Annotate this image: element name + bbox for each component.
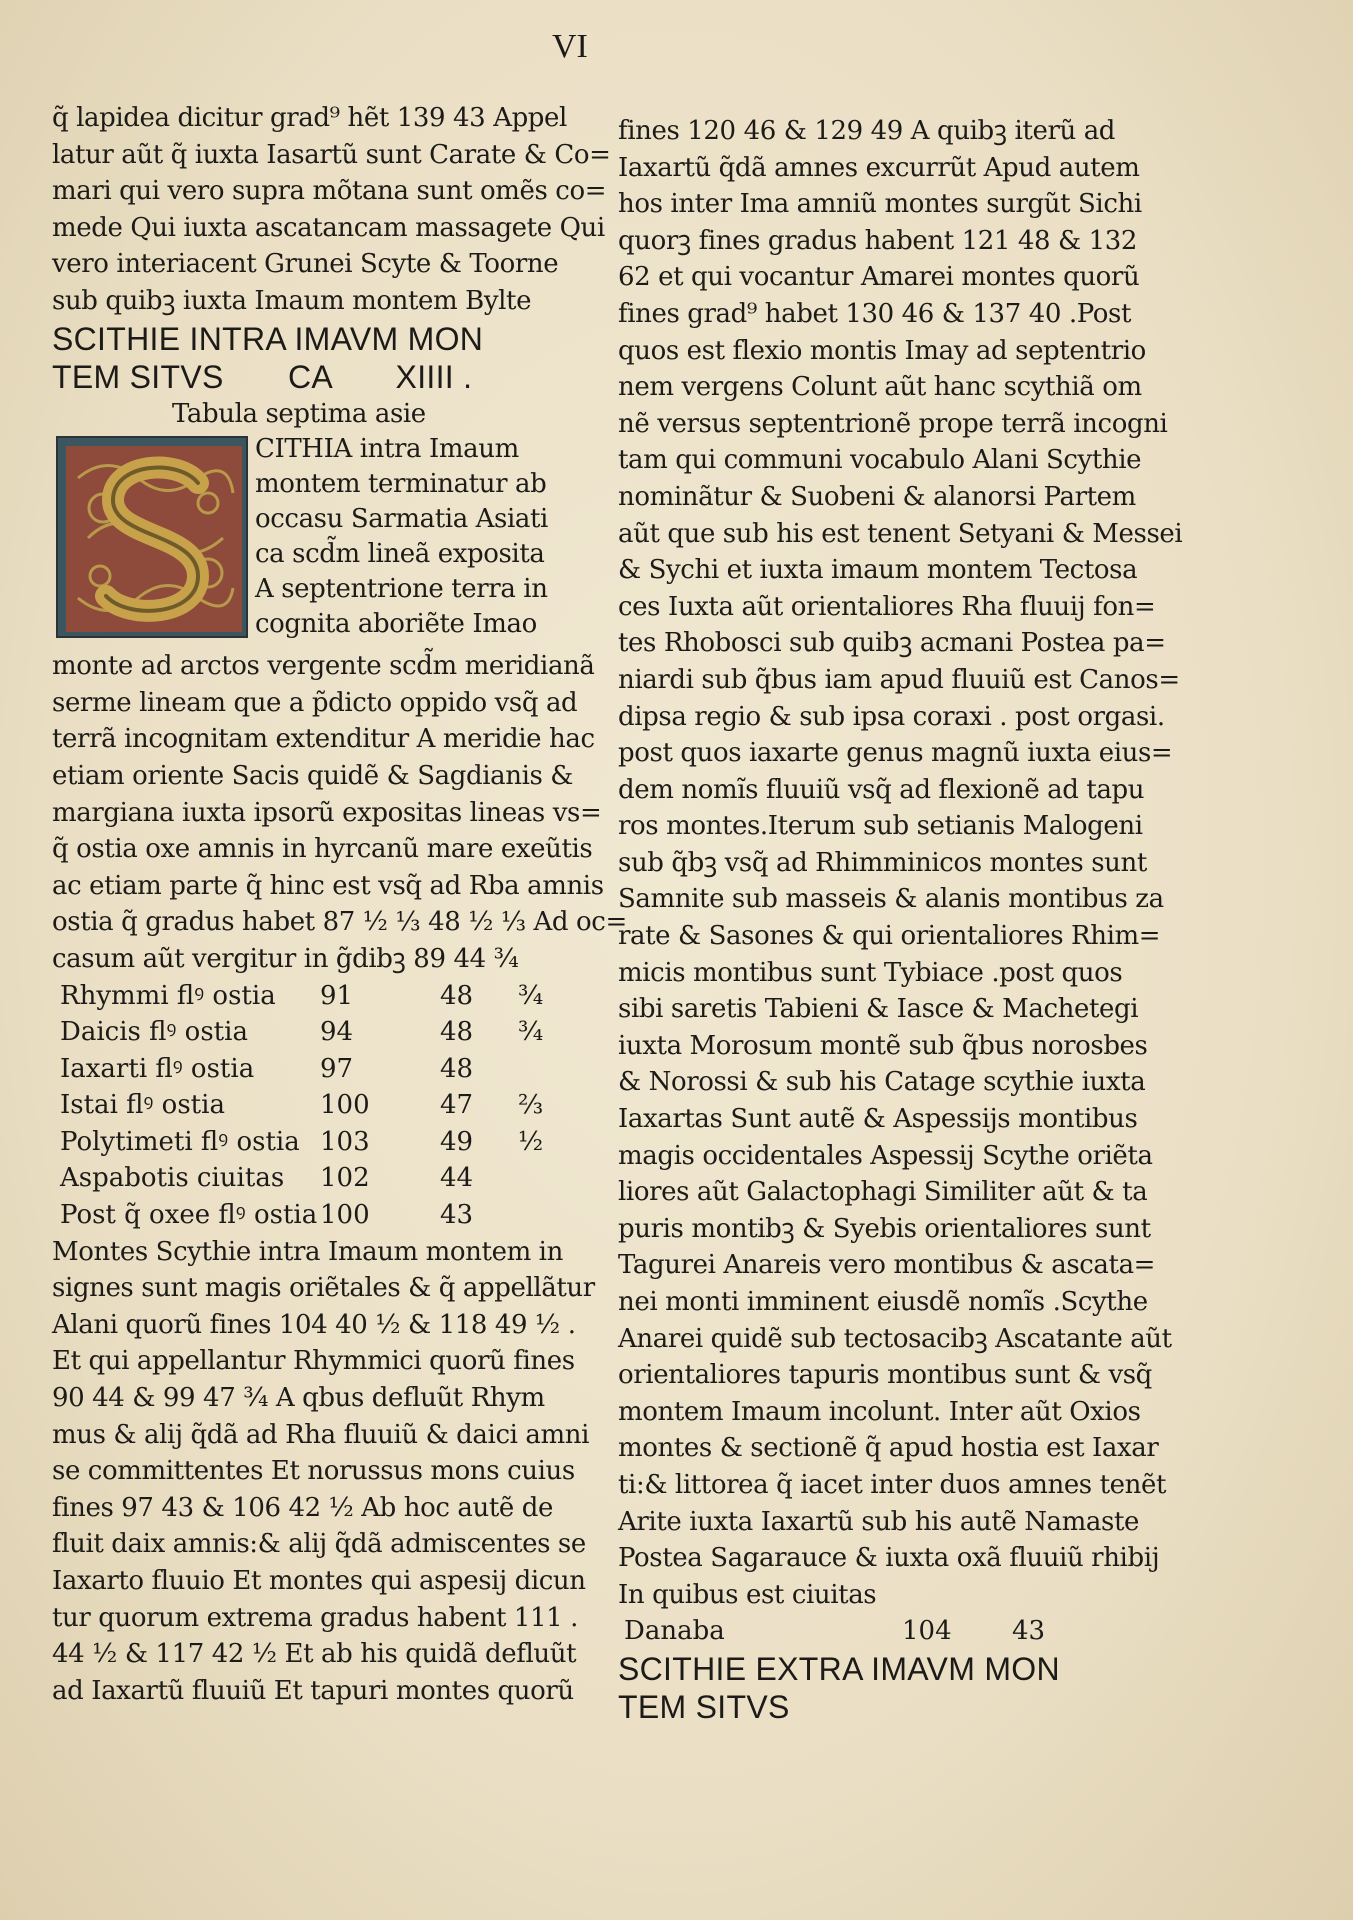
text-line: & Norossi & sub his Catage scythie iuxta: [618, 1067, 1146, 1098]
latitude: 47: [440, 1090, 474, 1121]
text-line: hos inter Ima amniũ montes surgũt Sichi: [618, 189, 1142, 220]
right-column: [618, 113, 1183, 1726]
longitude: 100: [320, 1200, 370, 1231]
table-row: [52, 1051, 542, 1088]
text-line: In quibus est ciuitas: [618, 1579, 877, 1610]
text-line: fines 97 43 & 106 42 ½ Ab hoc autẽ de: [52, 1492, 553, 1523]
text-line: Tagurei Anareis vero montibus & ascata=: [618, 1250, 1156, 1281]
text-line: dipsa regio & sub ipsa coraxi . post orgasi.: [618, 701, 1165, 732]
text-line: quorꝫ fines gradus habent 121 48 & 132: [618, 225, 1138, 256]
illuminated-initial-s-icon: [56, 436, 248, 638]
text-line: tam qui communi vocabulo Alani Scythie: [618, 445, 1142, 476]
text-line: Et qui appellantur Rhymmici quorũ fines: [52, 1346, 575, 1377]
text-line: Arite iuxta Iaxartũ sub his autẽ Namaste: [618, 1506, 1139, 1537]
place-name: Rhymmi flꝰ ostia: [60, 980, 276, 1011]
text-line: Montes Scythie intra Imaum montem in: [52, 1236, 563, 1267]
left-middle-paragraph: [52, 648, 627, 977]
fraction: ¾: [518, 1017, 544, 1048]
place-name: Aspabotis ciuitas: [60, 1163, 285, 1194]
text-line: margiana iuxta ipsorũ expositas lineas vs=: [52, 797, 602, 828]
text-line: signes sunt magis oriẽtales & q̃ appellãtur: [52, 1273, 595, 1304]
text-line: terrã incognitam extenditur A meridie hac: [52, 724, 595, 755]
latitude: 48: [440, 1017, 474, 1048]
text-line: ti:& littorea q̃ iacet inter duos amnes tenẽt: [618, 1469, 1167, 1500]
text-line: micis montibus sunt Tybiace .post quos: [618, 957, 1123, 988]
text-line: Anarei quidẽ sub tectosacibꝫ Ascatante aũt: [618, 1323, 1172, 1354]
text-line: nẽ versus septentrionẽ prope terrã incogni: [618, 408, 1168, 439]
text-line: Iaxartũ q̃dã amnes excurrũt Apud autem: [618, 152, 1140, 183]
table-row: [52, 1197, 542, 1234]
longitude: 104: [902, 1616, 952, 1647]
text-line: latur aũt q̃ iuxta Iasartũ sunt Carate & Co=: [52, 139, 611, 170]
latitude: 48: [440, 980, 474, 1011]
text-line: ces Iuxta aũt orientaliores Rha fluuij fon=: [618, 591, 1156, 622]
text-line: casum aũt vergitur in g̃dibꝫ 89 44 ¾: [52, 943, 519, 974]
text-line: ad Iaxartũ fluuiũ Et tapuri montes quorũ: [52, 1675, 574, 1706]
text-line: Alani quorũ fines 104 40 ½ & 118 49 ½ .: [52, 1309, 576, 1340]
text-line: nominãtur & Suobeni & alanorsi Partem: [618, 481, 1136, 512]
text-line: montes & sectionẽ q̃ apud hostia est Iaxar: [618, 1433, 1159, 1464]
place-name: Iaxarti flꝰ ostia: [60, 1053, 255, 1084]
text-line: fines 120 46 & 129 49 A quibꝫ iterũ ad: [618, 116, 1116, 146]
text-line: niardi sub q̃bus iam apud fluuiũ est Canos=: [618, 664, 1180, 695]
text-line: A septentrione terra in: [255, 574, 548, 605]
text-line: CITHIA intra Imaum: [255, 434, 519, 465]
text-line: montem Imaum incolunt. Inter aũt Oxios: [618, 1396, 1141, 1427]
right-paragraph: [618, 113, 1183, 1613]
longitude: 100: [320, 1090, 370, 1121]
text-line: cognita aboriẽte Imao: [255, 609, 537, 640]
fraction: ⅔: [518, 1090, 544, 1121]
longitude: 102: [320, 1163, 370, 1194]
beside-initial-text: [255, 432, 555, 642]
text-line: se committentes Et norussus mons cuius: [52, 1456, 575, 1487]
text-line: q̃ ostia oxe amnis in hyrcanũ mare exeũtis: [52, 834, 593, 865]
initial-paragraph: [52, 432, 548, 648]
chapter-heading: [52, 320, 542, 396]
text-line: aũt que sub his est tenent Setyani & Messei: [618, 518, 1183, 549]
text-line: magis occidentales Aspessij Scythe oriẽta: [618, 1140, 1153, 1171]
text-line: ac etiam parte q̃ hinc est vsq̃ ad Rba amnis: [52, 870, 604, 901]
text-line: Iaxartas Sunt autẽ & Aspessijs montibus: [618, 1104, 1138, 1135]
text-line: sub q̃bꝫ vsq̃ ad Rhimminicos montes sunt: [618, 847, 1147, 878]
text-line: Postea Sagarauce & iuxta oxã fluuiũ rhibij: [618, 1543, 1160, 1574]
place-name: Istai flꝰ ostia: [60, 1090, 225, 1121]
text-line: monte ad arctos vergente scd̃m meridianã: [52, 651, 595, 682]
longitude: 94: [320, 1017, 354, 1048]
text-line: dem nomĩs fluuiũ vsq̃ ad flexionẽ ad tapu: [618, 774, 1145, 805]
left-top-paragraph: [52, 100, 611, 320]
longitude: 97: [320, 1053, 354, 1084]
text-line: Iaxarto fluuio Et montes qui aspesij dicun: [52, 1566, 586, 1596]
text-line: vero interiacent Grunei Scyte & Toorne: [52, 249, 559, 280]
text-line: sub quibꝫ iuxta Imaum montem Bylte: [52, 285, 532, 316]
text-line: q̃ lapidea dicitur grad⁹ hẽt 139 43 Appel: [52, 103, 567, 133]
text-line: & Sychi et iuxta imaum montem Tectosa: [618, 555, 1138, 586]
latitude: 43: [440, 1200, 474, 1231]
text-line: sibi saretis Tabieni & Iasce & Machetegi: [618, 994, 1139, 1025]
text-line: fluit daix amnis:& alij q̃dã admiscentes se: [52, 1529, 586, 1560]
text-line: nei monti imminent eiusdẽ nomĩs .Scythe: [618, 1287, 1148, 1317]
text-line: 44 ½ & 117 42 ½ Et ab his quidã defluũt: [52, 1639, 577, 1670]
text-line: iuxta Morosum montẽ sub q̃bus norosbes: [618, 1030, 1148, 1061]
text-line: liores aũt Galactophagi Similiter aũt & ta: [618, 1177, 1148, 1208]
latitude: 49: [440, 1126, 474, 1157]
place-name: Daicis flꝰ ostia: [60, 1017, 248, 1048]
text-line: ca scd̃m lineã exposita: [255, 539, 545, 570]
latitude: 48: [440, 1053, 474, 1084]
text-line: rate & Sasones & qui orientaliores Rhim=: [618, 921, 1161, 952]
longitude: 103: [320, 1126, 370, 1157]
text-line: mede Qui iuxta ascatancam massagete Qui: [52, 212, 605, 243]
left-bottom-paragraph: [52, 1234, 595, 1710]
latitude: 43: [1012, 1616, 1046, 1647]
text-line: post quos iaxarte genus magnũ iuxta eius=: [618, 738, 1173, 769]
left-column: [52, 100, 627, 1709]
place-name: Danaba: [624, 1616, 725, 1647]
heading-line: TEM SITVS CA XIIII .: [52, 358, 473, 395]
table-row: [52, 1014, 542, 1051]
text-line: mus & alij q̃dã ad Rha fluuiũ & daici amni: [52, 1419, 590, 1450]
text-line: orientaliores tapuris montibus sunt & vsq̃: [618, 1360, 1152, 1391]
tabula-caption: Tabula septima asie: [172, 398, 426, 429]
coordinates-table: [52, 978, 542, 1234]
text-line: etiam oriente Sacis quidẽ & Sagdianis &: [52, 760, 574, 791]
table-row: [52, 1160, 542, 1197]
text-line: ostia q̃ gradus habet 87 ½ ⅓ 48 ½ ⅓ Ad oc=: [52, 907, 627, 938]
chapter-heading-next: [618, 1650, 1098, 1726]
place-name: Polytimeti flꝰ ostia: [60, 1126, 300, 1157]
text-line: Samnite sub masseis & alanis montibus za: [618, 884, 1164, 915]
text-line: ros montes.Iterum sub setianis Malogeni: [618, 811, 1143, 842]
danaba-row: [618, 1613, 1098, 1650]
text-line: tur quorum extrema gradus habent 111 .: [52, 1602, 579, 1633]
fraction: ½: [518, 1126, 544, 1157]
text-line: 90 44 & 99 47 ¾ A qbus defluũt Rhym: [52, 1383, 545, 1414]
text-line: 62 et qui vocantur Amarei montes quorũ: [618, 262, 1140, 293]
text-line: quos est flexio montis Imay ad septentrio: [618, 335, 1146, 366]
text-line: tes Rhobosci sub quibꝫ acmani Postea pa=: [618, 628, 1166, 659]
heading-line: SCITHIE EXTRA IMAVM MON: [618, 1650, 1060, 1687]
longitude: 91: [320, 980, 354, 1011]
text-line: serme lineam que a p̃dicto oppido vsq̃ ad: [52, 687, 578, 718]
heading-line: SCITHIE INTRA IMAVM MON: [52, 320, 484, 357]
table-row: [52, 1124, 542, 1161]
latitude: 44: [440, 1163, 474, 1194]
text-line: mari qui vero supra mõtana sunt omẽs co=: [52, 176, 607, 207]
text-line: nem vergens Colunt aũt hanc scythiã om: [618, 372, 1142, 403]
table-row: [52, 978, 542, 1015]
text-line: montem terminatur ab: [255, 469, 547, 500]
text-line: fines grad⁹ habet 130 46 & 137 40 .Post: [618, 298, 1132, 329]
table-row: [52, 1087, 542, 1124]
text-line: occasu Sarmatia Asiati: [255, 504, 548, 535]
text-line: puris montibꝫ & Syebis orientaliores sunt: [618, 1213, 1151, 1244]
place-name: Post q̃ oxee flꝰ ostia: [60, 1200, 318, 1231]
folio-number: VI: [552, 28, 588, 65]
fraction: ¾: [518, 980, 544, 1011]
heading-line: TEM SITVS: [618, 1688, 790, 1725]
